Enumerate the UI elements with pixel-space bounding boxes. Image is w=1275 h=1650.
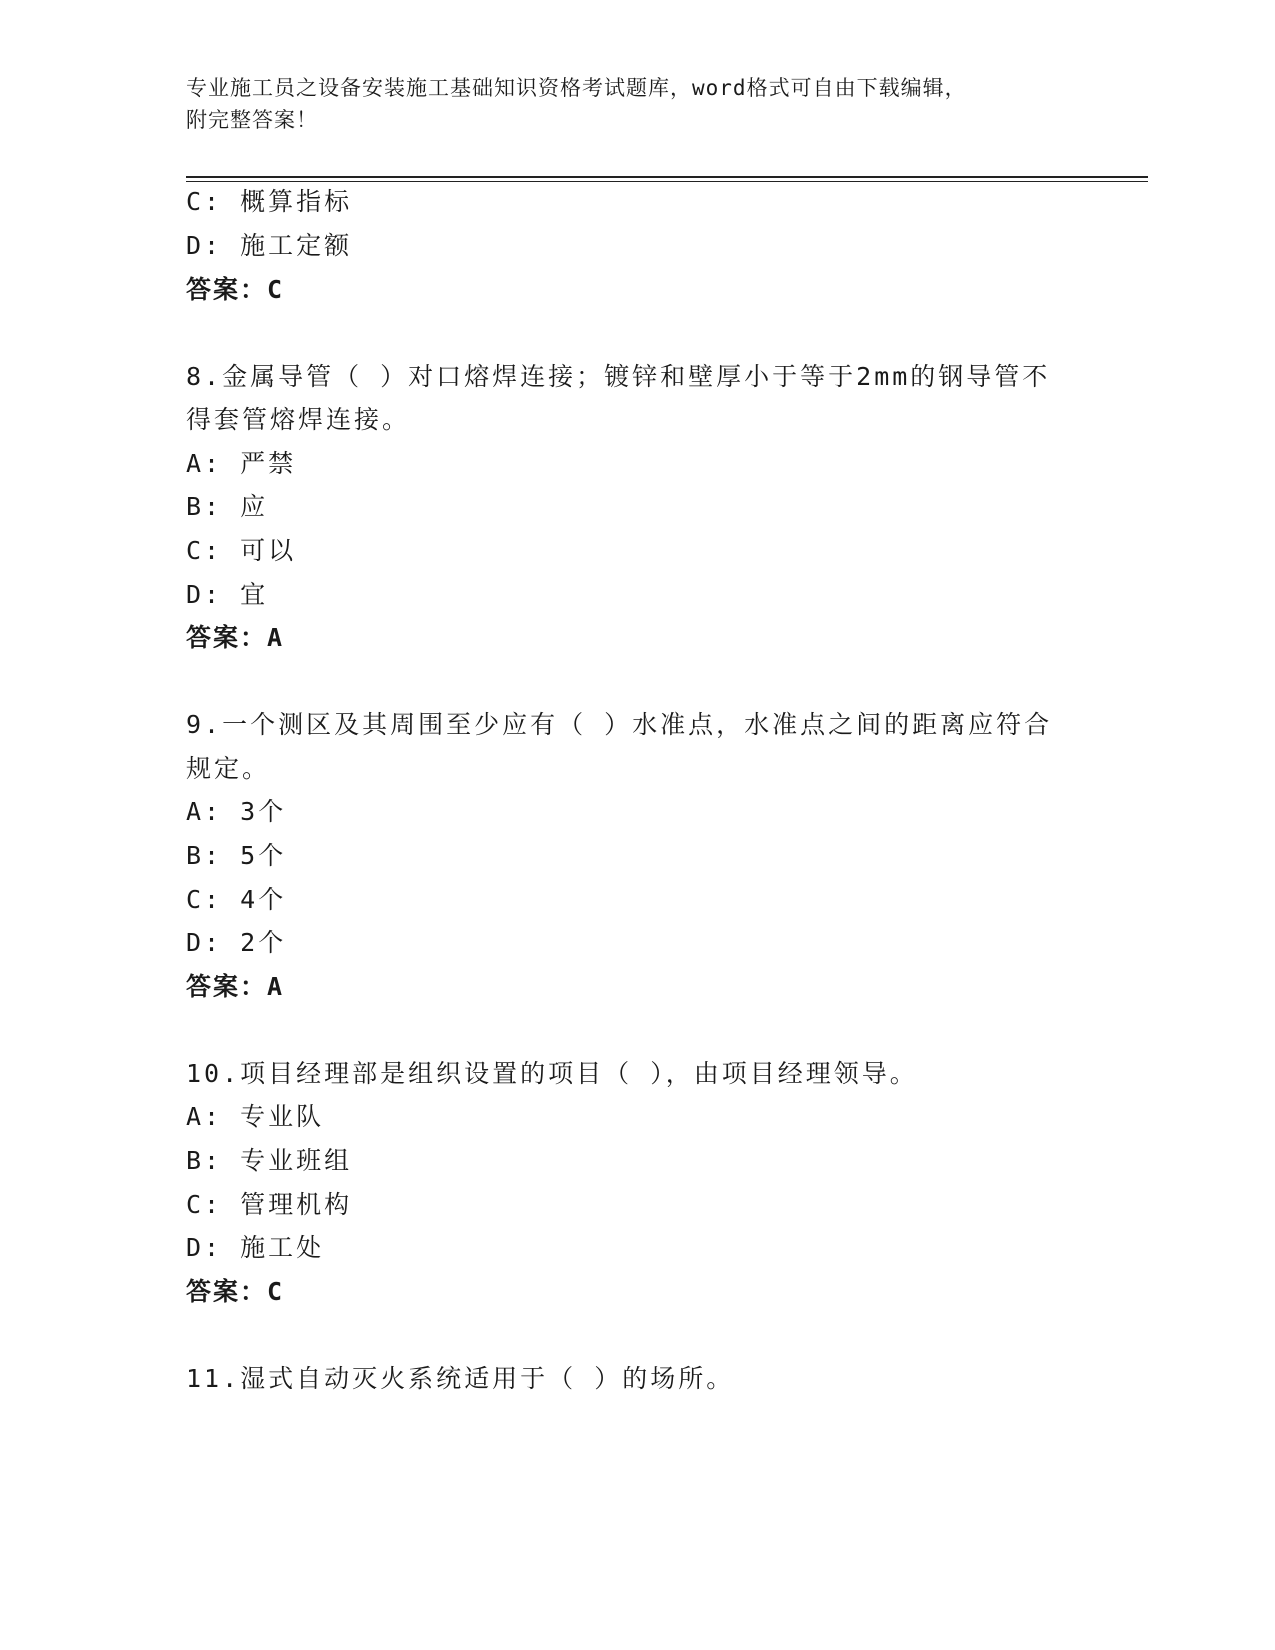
q8-stem-line-1: 8.金属导管（ ）对口熔焊连接；镀锌和壁厚小于等于2mm的钢导管不 (186, 362, 1051, 391)
q11-stem-line-1: 11.湿式自动灭火系统适用于（ ）的场所。 (186, 1364, 735, 1393)
q9-stem-line-2: 规定。 (186, 754, 271, 783)
header-divider-thick (186, 176, 1148, 178)
q9-option-d: D: 2个 (186, 928, 287, 957)
q10-stem-line-1: 10.项目经理部是组织设置的项目（ ），由项目经理领导。 (186, 1059, 918, 1088)
q8-option-c: C: 可以 (186, 536, 297, 565)
header-title-line-2: 附完整答案！ (186, 108, 318, 132)
q8-option-d: D: 宜 (186, 580, 269, 609)
q8-answer: 答案：A (186, 623, 285, 652)
q10-option-a: A: 专业队 (186, 1102, 325, 1131)
q9-option-c: C: 4个 (186, 885, 287, 914)
q10-option-c: C: 管理机构 (186, 1190, 353, 1219)
q9-option-b: B: 5个 (186, 841, 287, 870)
q9-stem-line-1: 9.一个测区及其周围至少应有（ ）水准点，水准点之间的距离应符合 (186, 710, 1053, 739)
q8-option-a: A: 严禁 (186, 449, 297, 478)
q8-option-b: B: 应 (186, 492, 269, 521)
q7-answer: 答案：C (186, 275, 285, 304)
q10-option-b: B: 专业班组 (186, 1146, 353, 1175)
header-divider-thin (186, 181, 1148, 182)
q7-option-c: C: 概算指标 (186, 187, 353, 216)
q7-option-d: D: 施工定额 (186, 231, 353, 260)
header-title-line-1: 专业施工员之设备安装施工基础知识资格考试题库，word格式可自由下载编辑， (186, 76, 967, 100)
document-header (186, 72, 1066, 136)
q10-answer: 答案：C (186, 1277, 285, 1306)
q9-option-a: A: 3个 (186, 797, 287, 826)
q9-answer: 答案：A (186, 972, 285, 1001)
q10-option-d: D: 施工处 (186, 1233, 325, 1262)
q8-stem-line-2: 得套管熔焊连接。 (186, 405, 411, 434)
